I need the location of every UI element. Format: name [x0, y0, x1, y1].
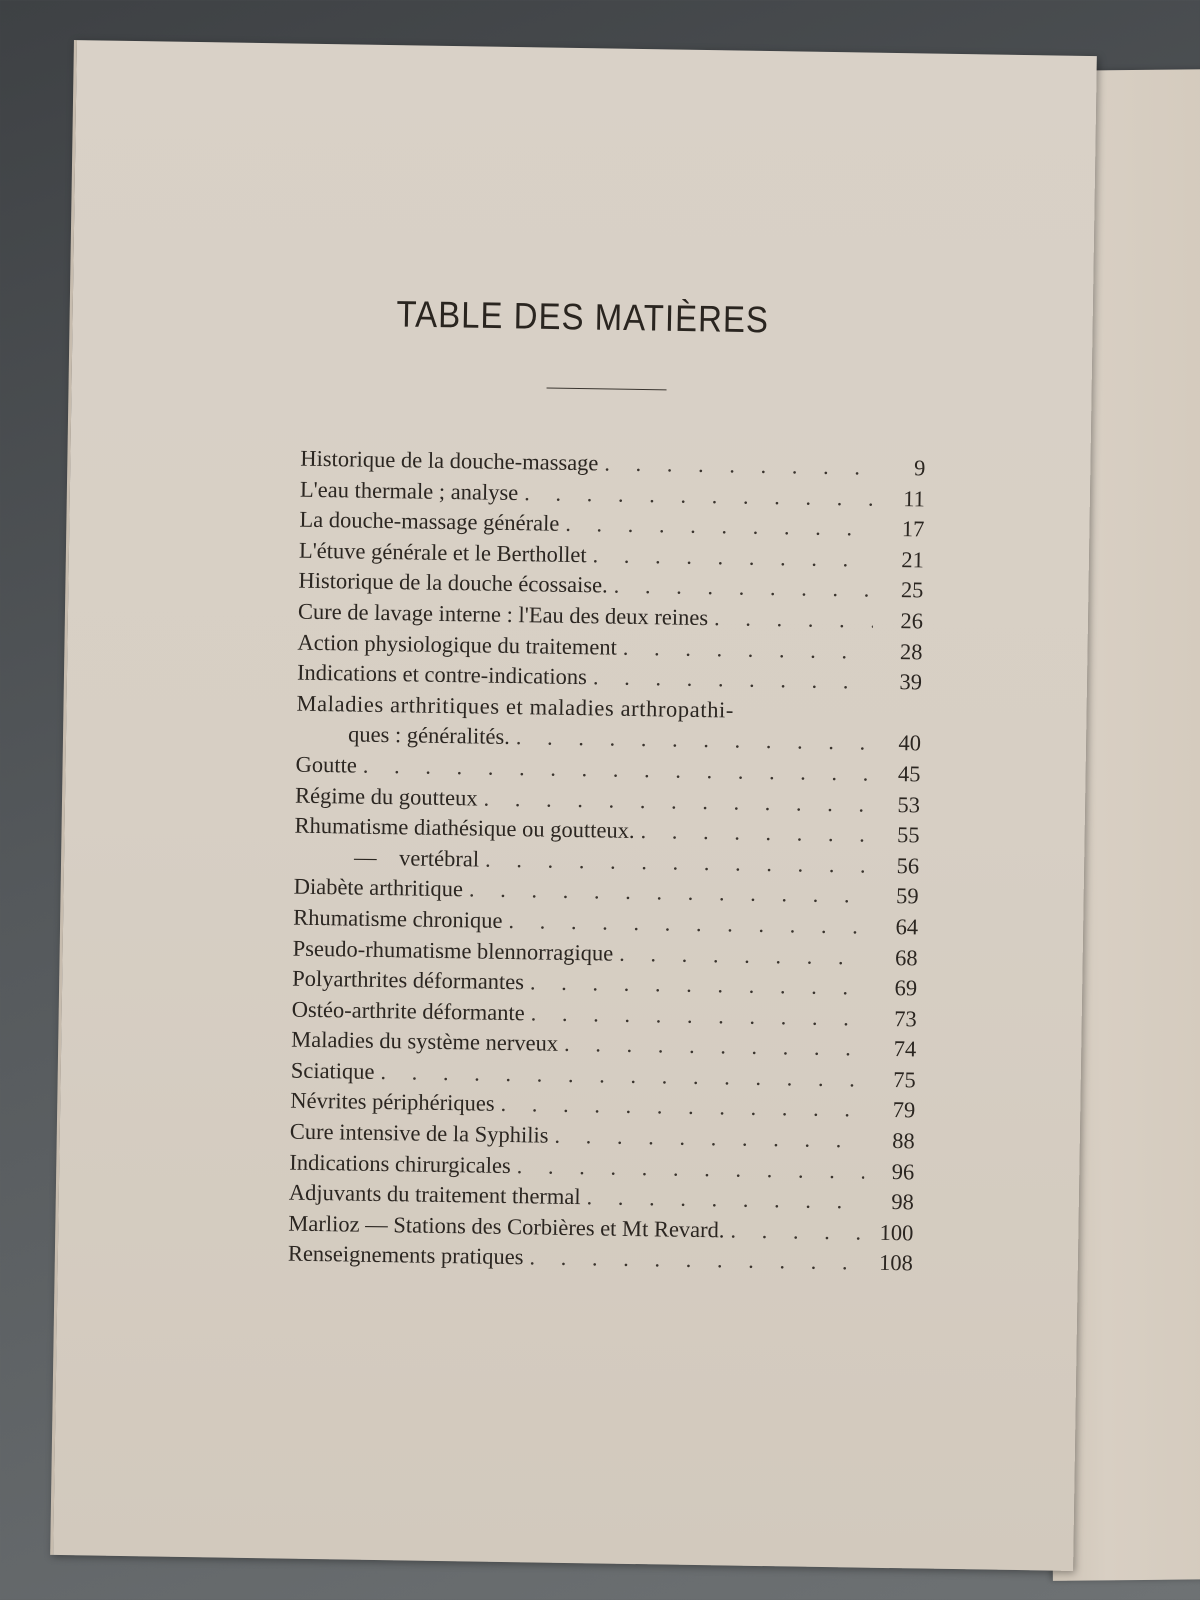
toc-entry-page: 28	[899, 638, 923, 665]
toc-entry-page: 98	[891, 1189, 915, 1215]
toc-entry-page: 100	[879, 1219, 914, 1246]
toc-entry-page: 55	[896, 822, 920, 848]
leader-dots	[592, 540, 874, 575]
toc-entry-label: Ostéo-arthrite déformante	[291, 996, 525, 1025]
toc-entry-label: Maladies du système nerveux	[291, 1026, 559, 1057]
toc-entry-page: 53	[897, 791, 921, 817]
toc-entry-label: Diabète arthritique	[293, 873, 464, 902]
toc-entry-label: Rhumatisme diathésique ou goutteux.	[294, 812, 635, 844]
toc-entry-page: 56	[896, 852, 920, 879]
toc-entry-label: Adjuvants du traitement thermal	[288, 1179, 581, 1210]
toc-entry-label: L'eau thermale ; analyse	[299, 476, 519, 505]
toc-entry-label: Indications chirurgicales	[289, 1149, 511, 1178]
toc-entry-label: La douche-massage générale	[299, 506, 560, 536]
leader-dots	[593, 662, 873, 697]
toc-entry-label: Sciatique	[290, 1057, 375, 1084]
toc-entry-label: L'étuve générale et le Berthollet	[298, 537, 587, 567]
toc-entry-label: Goutte	[295, 751, 358, 778]
leader-dots	[730, 1215, 863, 1248]
toc-entry-page: 68	[894, 944, 918, 970]
leader-dots	[604, 448, 875, 483]
table-of-contents	[288, 444, 926, 1280]
leader-dots	[613, 571, 873, 606]
toc-entry-page: 69	[894, 975, 918, 1001]
book-page	[50, 40, 1097, 1571]
toc-entry-label: Action physiologique du traitement	[297, 629, 618, 660]
toc-entry-label: Indications et contre-indications	[296, 659, 588, 690]
toc-entry-label: Cure intensive de la Syphilis	[289, 1118, 549, 1148]
toc-entry-label: Rhumatisme chronique	[293, 904, 503, 933]
toc-entry-label: — vertébral	[353, 844, 480, 872]
toc-entry-page: 45	[897, 761, 921, 787]
toc-entry-label: Régime du goutteux	[294, 782, 478, 811]
toc-entry-page: 39	[899, 669, 923, 695]
leader-dots	[586, 1183, 864, 1218]
toc-entry-label: Historique de la douche-massage	[300, 445, 599, 476]
toc-entry-label: Renseignements pratiques	[287, 1241, 524, 1270]
page-title: TABLE DES MATIÈRES	[396, 292, 770, 341]
toc-entry-continuation: ques : généralités.	[347, 721, 511, 750]
toc-entry-page: 59	[895, 883, 919, 909]
leader-dots	[619, 938, 868, 972]
leader-dots	[640, 816, 869, 850]
toc-entry-label: Marlioz — Stations des Corbières et Mt Revard.	[288, 1210, 725, 1243]
toc-entry-page: 17	[901, 516, 925, 542]
toc-entry-page: 26	[900, 608, 924, 634]
toc-entry-page: 25	[900, 577, 924, 603]
toc-entry-label: Cure de lavage interne : l'Eau des deux reines	[297, 598, 709, 631]
toc-entry-page: 9	[913, 455, 926, 481]
toc-entry-page: 11	[902, 485, 926, 512]
leader-dots	[554, 1121, 865, 1156]
toc-entry-label: Polyarthrites déformantes	[292, 965, 525, 995]
toc-entry-page: 40	[898, 730, 922, 756]
toc-entry-page: 75	[893, 1066, 916, 1093]
leader-dots	[564, 1029, 867, 1064]
toc-entry-page: 74	[893, 1036, 917, 1062]
toc-entry-page: 79	[892, 1097, 916, 1123]
leader-dots	[565, 509, 875, 544]
toc-entry-label: Pseudo-rhumatisme blennorragique	[292, 935, 614, 966]
toc-entry-page: 21	[901, 546, 925, 573]
toc-entry-label: Historique de la douche écossaise.	[298, 568, 608, 598]
toc-entry-label: Maladies arthritiques et maladies arthropathi-	[296, 690, 735, 723]
leader-dots	[529, 1243, 863, 1279]
toc-entry-page: 88	[892, 1128, 915, 1154]
toc-entry-page: 64	[895, 913, 919, 940]
title-rule	[547, 388, 667, 391]
leader-dots	[714, 603, 873, 636]
toc-entry-page: 108	[878, 1250, 914, 1276]
leader-dots	[623, 632, 873, 667]
toc-entry-label: Névrites périphériques	[290, 1088, 495, 1117]
toc-entry-page: 96	[891, 1158, 915, 1185]
toc-entry-page: 73	[894, 1005, 917, 1032]
